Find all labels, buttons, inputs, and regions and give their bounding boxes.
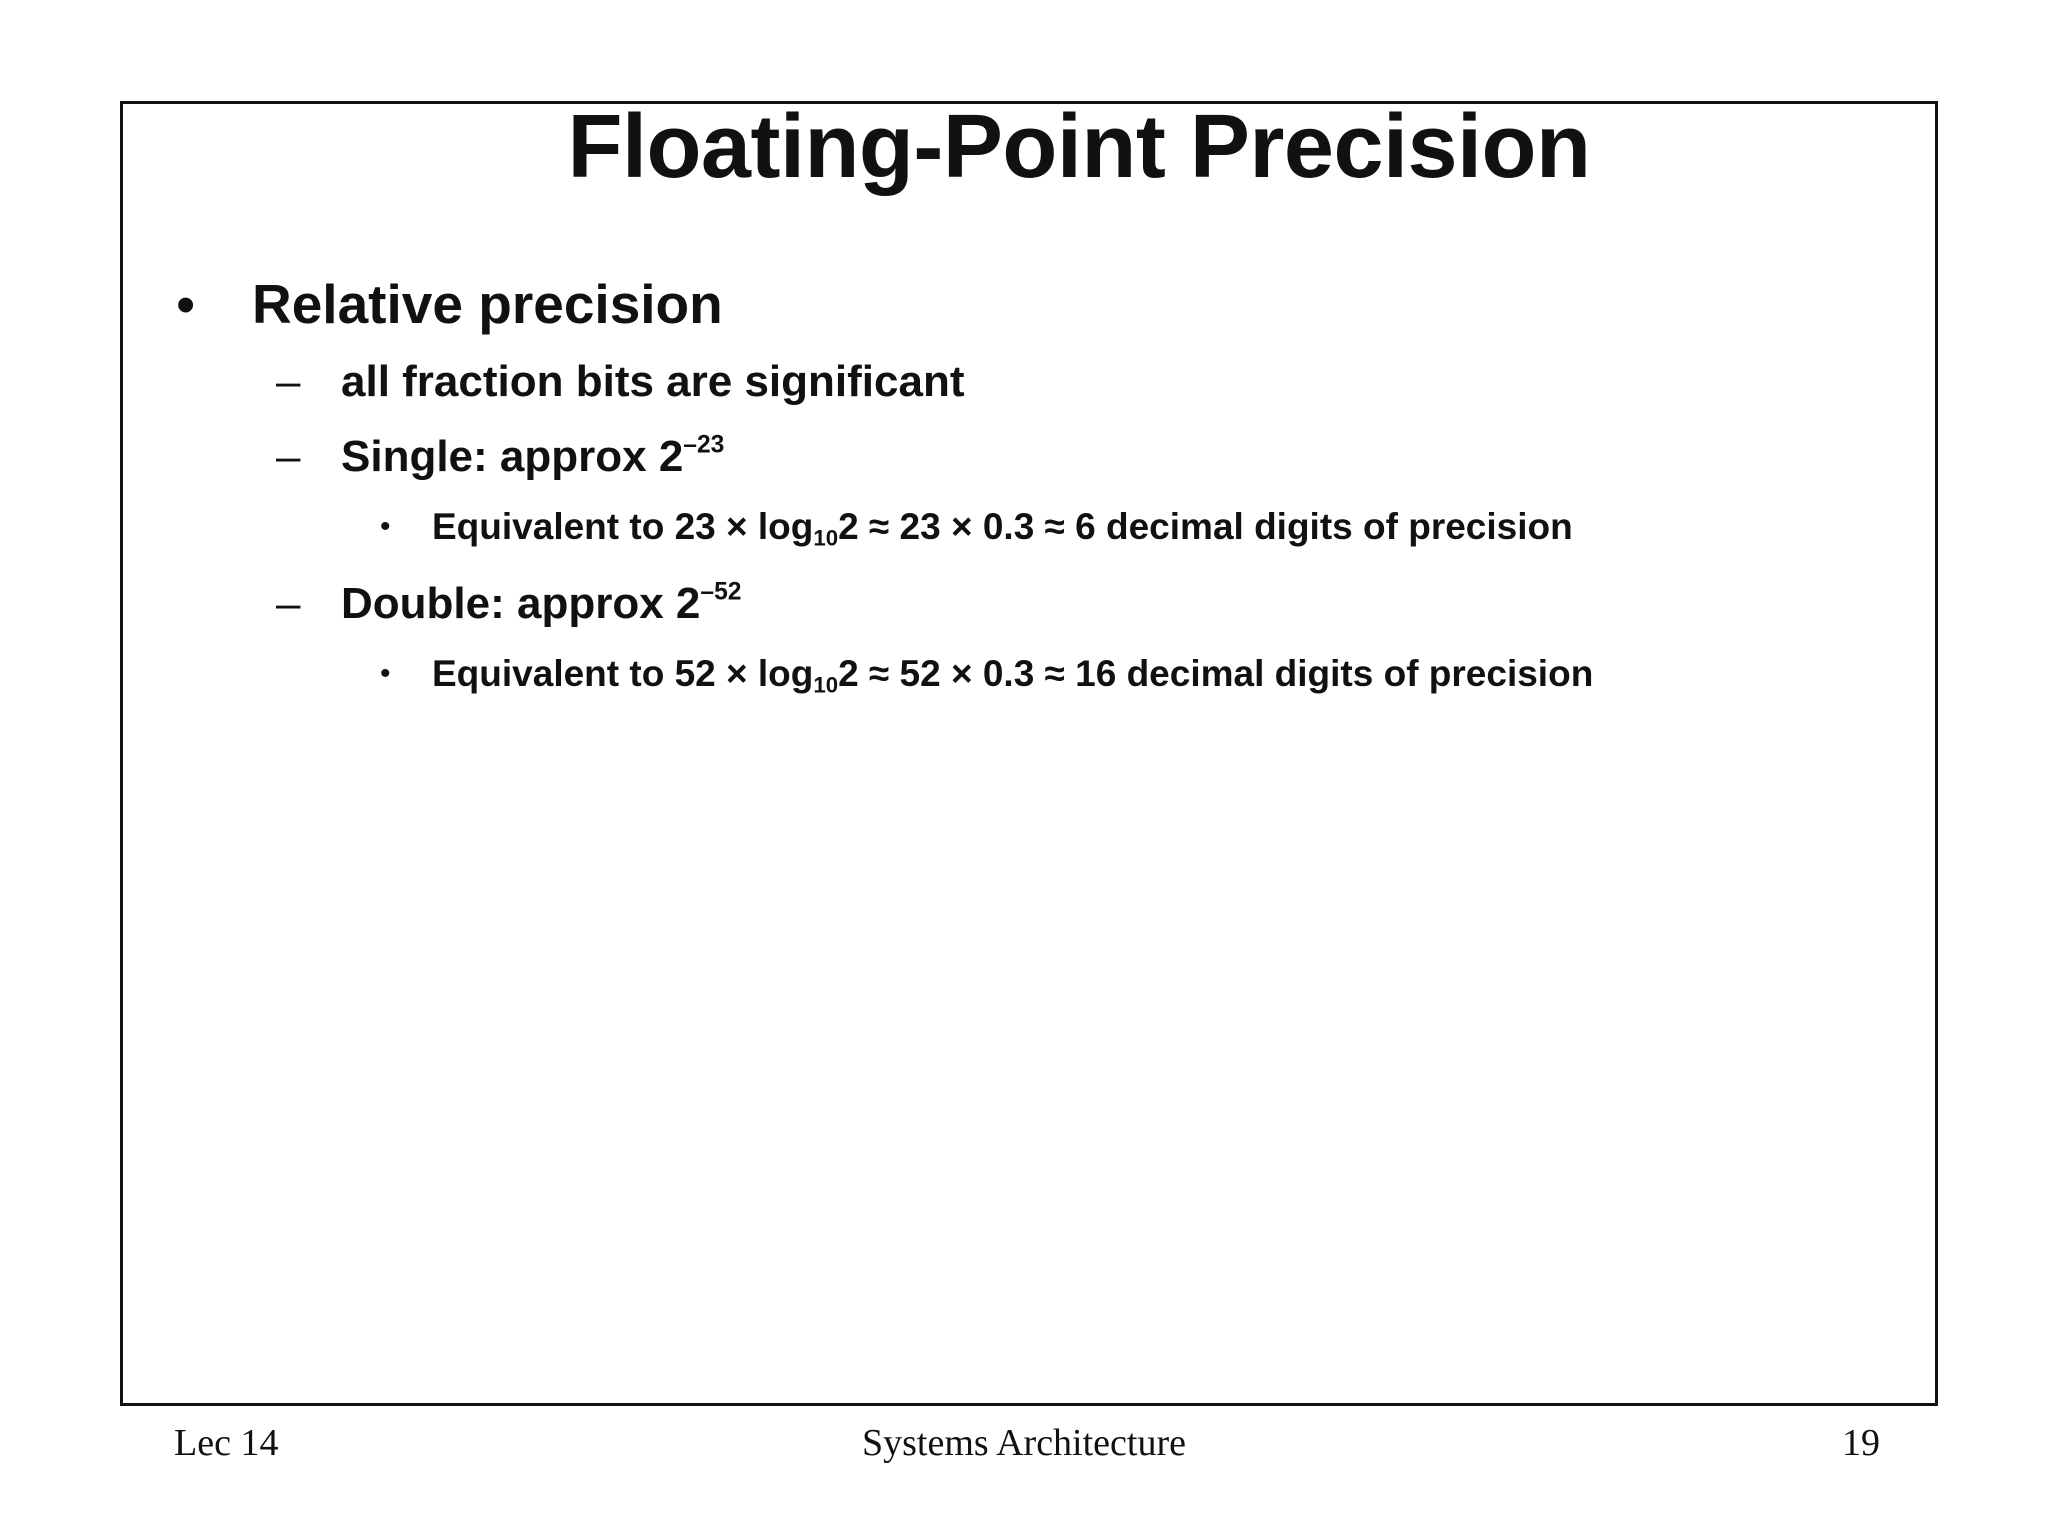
single-detail-pre: Equivalent to 23 × log <box>432 506 814 547</box>
dash-marker: – <box>276 432 301 481</box>
dash-marker: – <box>276 579 301 628</box>
single-log-base: 10 <box>813 525 839 551</box>
single-exponent: –23 <box>683 431 725 459</box>
footer-page-number: 19 <box>1842 1422 1880 1464</box>
sub-bullet-double <box>341 578 741 630</box>
double-log-base: 10 <box>813 672 839 698</box>
slide-title: Floating-Point Precision <box>567 97 1591 197</box>
footer-course: Systems Architecture <box>862 1422 1186 1464</box>
double-exponent: –52 <box>700 578 742 606</box>
double-detail-pre: Equivalent to 52 × log <box>432 653 814 694</box>
single-label: Single: approx 2 <box>341 432 684 481</box>
sub-bullet-fraction-bits: all fraction bits are significant <box>341 357 965 406</box>
single-detail <box>432 504 1573 550</box>
footer-lecture: Lec 14 <box>174 1422 279 1464</box>
bullet-relative-precision: Relative precision <box>252 273 723 335</box>
double-label: Double: approx 2 <box>341 579 701 628</box>
small-bullet-marker: • <box>380 657 391 690</box>
sub-bullet-single <box>341 431 724 483</box>
single-detail-post: 2 ≈ 23 × 0.3 ≈ 6 decimal digits of precision <box>838 506 1573 547</box>
small-bullet-marker: • <box>380 510 391 543</box>
double-detail-post: 2 ≈ 52 × 0.3 ≈ 16 decimal digits of precision <box>838 653 1594 694</box>
bullet-marker: • <box>176 273 196 335</box>
double-detail <box>432 651 1593 697</box>
dash-marker: – <box>276 357 301 406</box>
